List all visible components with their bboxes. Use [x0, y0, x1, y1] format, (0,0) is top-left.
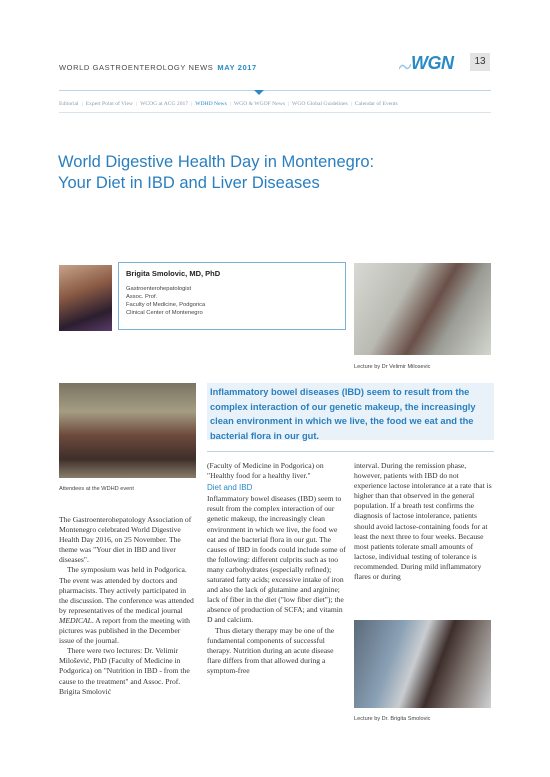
page-number: 13	[470, 53, 490, 71]
paragraph: Inflammatory bowel diseases (IBD) seem to result from the complex interaction of our genetic makeup, the increasingly clean environment in which we live, the food we eat and the bacterial flora in our gut. The causes of IBD in foods could include some of the following: different culprits such as too many carbohydrates (especially refined); saturated fatty acids; excessive intake of iron and also the lack of glutamine and arginine; lack of fiber in the diet ("low fiber diet"); the absence of production of SCFA; and vitamin D and calcium.	[207, 494, 346, 625]
article-title-line-1: World Digestive Health Day in Montenegro:	[58, 153, 375, 171]
nav-item-editorial[interactable]: Editorial	[59, 101, 79, 107]
logo-wave-icon	[399, 61, 411, 71]
section-nav	[59, 101, 491, 107]
author-institution: Clinical Center of Montenegro	[126, 310, 203, 316]
nav-item-guidelines[interactable]: WGO Global Guidelines	[292, 101, 348, 107]
nav-separator: |	[350, 101, 352, 107]
nav-item-wdhd-news[interactable]: WDHD News	[195, 101, 227, 107]
author-position: Assoc. Prof.	[126, 294, 158, 300]
paragraph-text: The symposium was held in Podgorica. The event was attended by doctors and pharmacists. They actively participated in the discussion. The conference was attended by representatives of the medical journal	[59, 565, 194, 615]
paragraph: interval. During the remission phase, however, patients with IBD do not experience lactose intolerance at a rate that is higher than that observed in the general population. If a breath test confirms the diagnosis of lactose intolerance, patients should avoid lactose-containing foods for at least the next three to four weeks. Because most patients tolerate small amounts of lactose, individual testing of tolerance is recommended. During mild inflammatory flares or during	[354, 461, 492, 582]
paragraph: The Gastroenterohepatology Association of Montenegro celebrated World Digestive Health Day 2016, on 25 November. The theme was "Your diet in IBD and liver diseases".	[59, 515, 192, 565]
article-title-line-2: Your Diet in IBD and Liver Diseases	[58, 174, 320, 192]
issue-date: MAY 2017	[217, 63, 257, 72]
lecture-photo-smolovic	[354, 620, 491, 708]
nav-divider	[59, 112, 491, 113]
paragraph: There were two lectures: Dr. Velimir Milošević, PhD (Faculty of Medicine in Podgorica) on "Nutrition in IBD - from the cause to the treatment" and Assoc. Prof. Brigita Smolović	[59, 646, 190, 696]
author-title: Gastroenterohepatologist	[126, 286, 192, 292]
nav-item-expert-point-of-view[interactable]: Expert Point of View	[85, 101, 133, 107]
nav-pointer-icon	[254, 90, 264, 95]
header-divider	[59, 90, 491, 91]
attendees-photo	[59, 383, 196, 478]
paragraph: (Faculty of Medicine in Podgorica) on "Healthy food for a healthy liver."	[207, 461, 324, 481]
wgn-logo	[399, 55, 459, 75]
body-column-2	[207, 461, 347, 676]
author-faculty: Faculty of Medicine, Podgorica	[126, 302, 206, 308]
nav-separator: |	[287, 101, 290, 107]
author-name: Brigita Smolovic, MD, PhD	[126, 269, 221, 278]
lecture-photo-milosevic	[354, 263, 491, 355]
nav-item-calendar[interactable]: Calendar of Events	[354, 101, 398, 107]
logo-text: WGN	[411, 53, 454, 73]
nav-item-wgo-news[interactable]: WGO & WGOF News	[233, 101, 285, 107]
pull-quote-text: Inflammatory bowel diseases (IBD) seem to result from the complex interaction of our genetic makeup, the increasingly clean environment in which we live, the food we eat and the bacterial flora in our gut.	[210, 387, 476, 441]
author-photo	[59, 265, 112, 331]
caption-attendees: Attendees at the WDHD event	[59, 486, 134, 492]
publication-name: WORLD GASTROENTEROLOGY NEWS	[59, 63, 214, 72]
paragraph-text: . A report from the meeting with pictures was published in the December issue of the journal.	[59, 615, 190, 646]
nav-separator: |	[81, 101, 83, 107]
paragraph	[59, 565, 196, 646]
nav-separator: |	[135, 101, 138, 107]
paragraph: Thus dietary therapy may be one of the fundamental components of successful therapy. Nutrition during an acute disease flare differs from that allowed during a symptom-free	[207, 625, 335, 675]
body-column-3	[354, 461, 492, 582]
caption-lecture-milosevic: Lecture by Dr Velimir Milosevic	[354, 364, 431, 370]
section-heading: Diet and IBD	[207, 483, 253, 493]
article-title	[58, 152, 498, 194]
nav-separator: |	[191, 101, 193, 107]
nav-item-wcog[interactable]: WCOG at ACG 2017	[140, 101, 189, 107]
publication-header	[59, 63, 257, 72]
pull-quote-divider	[207, 451, 494, 452]
nav-separator: |	[229, 101, 231, 107]
body-column-1	[59, 515, 196, 697]
journal-name: MEDICAL	[59, 615, 92, 625]
caption-lecture-smolovic: Lecture by Dr. Brigita Smolovic	[354, 716, 431, 722]
